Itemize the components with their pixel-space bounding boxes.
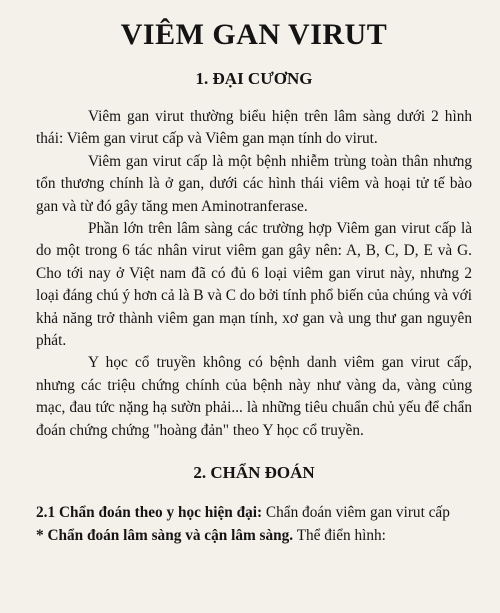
- document-title: VIÊM GAN VIRUT: [120, 18, 388, 51]
- section-heading-dai-cuong: 1. ĐẠI CƯƠNG: [195, 69, 313, 88]
- paragraph-4: Y học cổ truyền không có bệnh danh viêm gan virut cấp, nhưng các triệu chứng chính của bệnh này như vàng da, vàng củng mạc, đau tức nặng hạ sườn phải... là những tiêu chuẩn chủ yếu để chẩn đoán chứng chứng "hoàng đản" theo Y học cổ truyền.: [36, 354, 472, 439]
- subsection-2-1: [36, 502, 472, 525]
- subsection-2-1-text: Chẩn đoán viêm gan virut cấp: [262, 504, 450, 522]
- paragraph-3: Phần lớn trên lâm sàng các trường hợp Viêm gan virut cấp là do một trong 6 tác nhân virut viêm gan gây nên: A, B, C, D, E và G. Cho tới nay ở Việt nam đã có đủ 6 loại viêm gan virut này, nhưng 2 loại đáng chú ý hơn cả là B và C do bởi tính phổ biến của chúng và với khả năng trở thành viêm gan mạn tính, xơ gan và ung thư gan nguyên phát.: [36, 220, 472, 350]
- subsection-2-1-label: 2.1 Chẩn đoán theo y học hiện đại:: [36, 504, 263, 522]
- section-heading-chan-doan: 2. CHẨN ĐOÁN: [193, 463, 315, 483]
- paragraph-1: Viêm gan virut thường biểu hiện trên lâm sàng dưới 2 hình thái: Viêm gan virut cấp và Viêm gan mạn tính do virut.: [36, 108, 472, 148]
- subsection-clinical-label: * Chẩn đoán lâm sàng và cận lâm sàng.: [36, 526, 294, 544]
- paragraph-2: Viêm gan virut cấp là một bệnh nhiễm trùng toàn thân nhưng tổn thương chính là ở gan, dưới các hình thái viêm và hoại tử tế bào gan và từ đó gây tăng men Aminotranferase.: [36, 152, 472, 215]
- subsection-clinical: [36, 525, 472, 548]
- subsection-clinical-text: Thể điển hình:: [293, 526, 386, 544]
